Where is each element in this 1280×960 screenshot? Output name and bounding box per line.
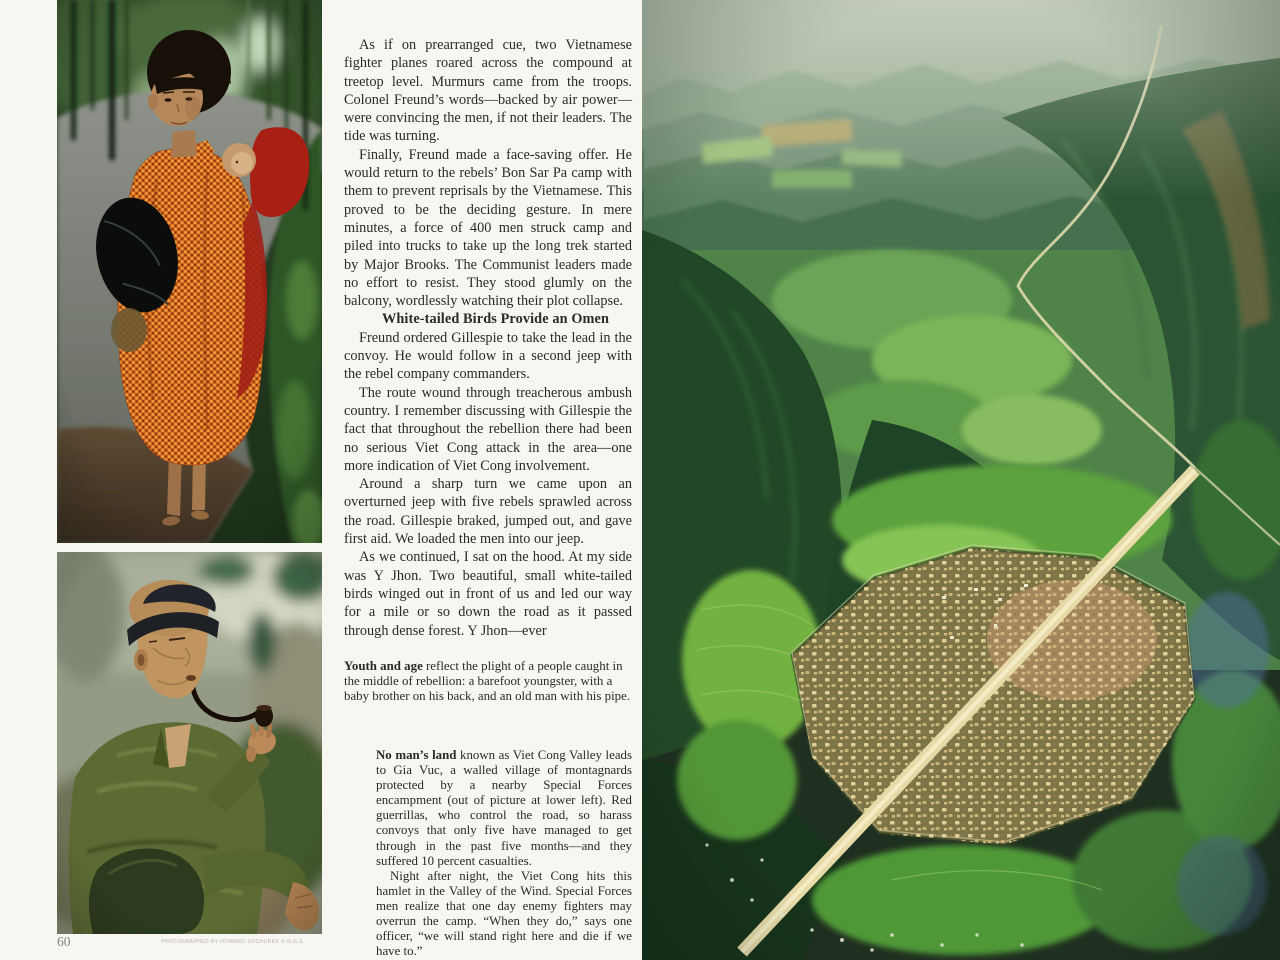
photo-boy-with-baby [57,0,322,543]
article-paragraph: Around a sharp turn we came upon an overturned jeep with five rebels sprawled across the road. Gillespie braked, jumped out, and gave first aid. We loaded the men into our jeep. [344,476,632,548]
boy-photo-illustration [57,0,322,543]
vignette [57,0,322,543]
article-paragraph: The route wound through treacherous ambush country. I remember discussing with Gillespie the fact that throughout the rebellion there had been no serious Viet Cong attack in the area—one more indication of Viet Cong involvement. [344,384,632,474]
caption-text: known as Viet Cong Valley leads to Gia Vuc, a walled village of montagnards protected by a nearby Special Forces encampment (out of picture at lower left). Red guerrillas, who control the road, so harass convoys that only five have managed to get through in the past five months—and they suffered 10 percent casualties. [376,748,633,868]
photo-credit: PHOTOGRAPHED BY HOWARD SOCHUREK © N.G.S. [161,939,305,945]
article-paragraph: As we continued, I sat on the hood. At my side was Y Jhon. Two beautiful, small white-tailed birds winged out in front of us and led our way for a mile or so down the road as it passed through dense forest. Y Jhon—ever [344,549,632,639]
caption-no-mans-land [376,748,632,959]
photo-old-man-pipe [57,552,322,934]
caption-lead: No man’s land [376,748,457,762]
aerial-photo-illustration [642,0,1280,960]
vignette [57,552,322,934]
vignette [642,0,1280,960]
caption-lead: Youth and age [344,659,423,673]
article-column [344,36,632,640]
caption-text: Night after night, the Viet Cong hits this hamlet in the Valley of the Wind. Special Forces men realize that one day enemy fighters may overrun the camp. “When they do,” says one officer, “we will stand right here and die if we have to.” [376,868,632,959]
article-paragraph: Freund ordered Gillespie to take the lead in the convoy. He would follow in a second jeep with the rebel company commanders. [344,329,632,383]
article-paragraph: As if on prearranged cue, two Vietnamese fighter planes roared across the compound at treetop level. Murmurs came from the troops. Colonel Freund’s words—backed by air power—were convincing the men, if not their leaders. The tide was turning. [344,37,632,145]
article-paragraph: Finally, Freund made a face-saving offer. He would return to the rebels’ Bon Sar Pa camp with them to prevent reprisals by the Vietnamese. This proved to be the deciding gesture. In mere minutes, a force of 400 men struck camp and piled into trucks to take up the long trek started by Major Brooks. The Communist leaders made no effort to resist. They stood glumly on the balcony, wordlessly watching their plot collapse. [344,146,632,310]
photo-aerial-valley [642,0,1280,960]
page-number: 60 [57,934,71,949]
old-man-photo-illustration [57,552,322,934]
caption-text: reflect the plight of a people caught in the middle of rebellion: a barefoot youngster, with a baby brother on his back, and an old man with his pipe. [344,659,631,703]
caption-youth-and-age [344,659,632,704]
section-heading: White-tailed Birds Provide an Omen [381,311,610,328]
